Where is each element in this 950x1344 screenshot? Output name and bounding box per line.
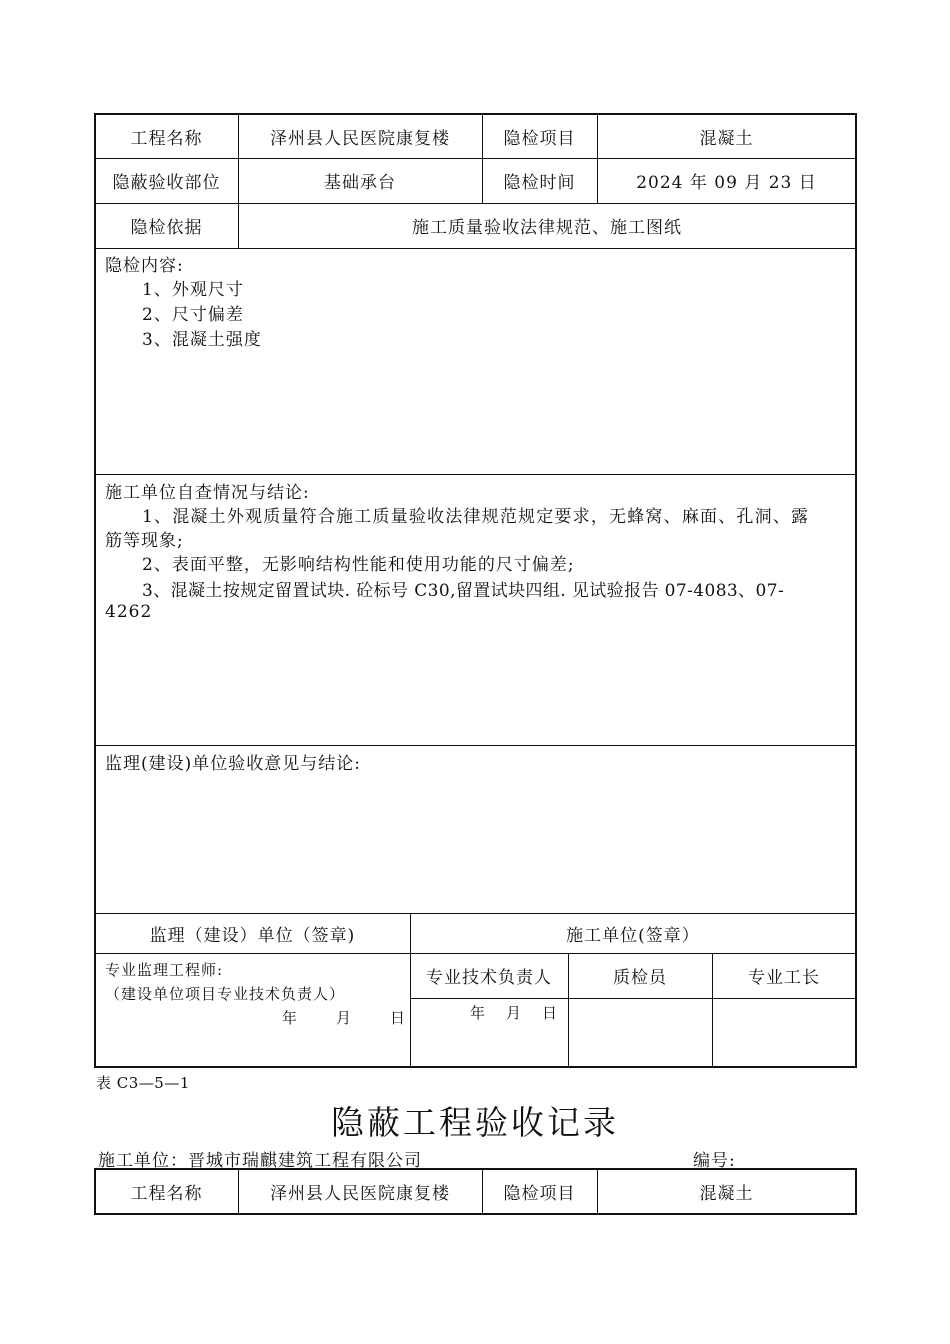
supervision-heading: 监理(建设)单位验收意见与结论: bbox=[105, 754, 361, 774]
inspect-item-value: 混凝土 bbox=[699, 128, 754, 149]
page-title: 隐蔽工程验收记录 bbox=[331, 1103, 619, 1142]
project-name-label: 工程名称 bbox=[130, 1184, 203, 1204]
inspector-label: 质检员 bbox=[613, 968, 667, 988]
engineer-label: 专业监理工程师: bbox=[105, 961, 224, 979]
engineer-sub-label: （建设单位项目专业技术负责人） bbox=[105, 985, 346, 1003]
date-left: 年 月 日 bbox=[282, 1009, 409, 1027]
number-label: 编号: bbox=[693, 1151, 736, 1171]
row-divider bbox=[410, 998, 856, 999]
part-label: 隐蔽验收部位 bbox=[112, 173, 221, 193]
content-item: 3、混凝土强度 bbox=[142, 330, 262, 350]
form-code: 表 C3—5—1 bbox=[96, 1074, 190, 1092]
self-check-heading: 施工单位自查情况与结论: bbox=[105, 483, 310, 503]
self-check-line: 1、混凝土外观质量符合施工质量验收法律规范规定要求，无蜂窝、麻面、孔洞、露 bbox=[142, 507, 810, 527]
project-name-label: 工程名称 bbox=[130, 128, 203, 149]
row-divider bbox=[95, 248, 856, 249]
foreman-label: 专业工长 bbox=[748, 968, 820, 988]
content-item: 2、尺寸偏差 bbox=[142, 305, 244, 325]
company-label: 施工单位：晋城市瑞麒建筑工程有限公司 bbox=[98, 1151, 422, 1171]
content-heading: 隐检内容: bbox=[105, 256, 184, 276]
self-check-line: 筋等现象; bbox=[105, 531, 184, 551]
self-check-line: 4262 bbox=[105, 602, 153, 622]
inspect-item-value: 混凝土 bbox=[699, 1184, 754, 1204]
date-right: 年 月 日 bbox=[470, 1004, 561, 1022]
project-name-value: 泽州县人民医院康复楼 bbox=[270, 1184, 450, 1204]
row-divider bbox=[95, 745, 856, 746]
inspect-item-label: 隐检项目 bbox=[503, 128, 576, 149]
basis-value: 施工质量验收法律规范、施工图纸 bbox=[412, 218, 682, 238]
row-divider bbox=[95, 474, 856, 475]
time-label: 隐检时间 bbox=[503, 173, 576, 193]
part-value: 基础承台 bbox=[324, 173, 396, 193]
project-name-value: 泽州县人民医院康复楼 bbox=[270, 128, 450, 149]
self-check-line: 3、混凝土按规定留置试块. 砼标号 C30,留置试块四组. 见试验报告 07-4083、07- bbox=[142, 581, 785, 601]
time-value: 2024 年 09 月 23 日 bbox=[636, 173, 817, 193]
basis-label: 隐检依据 bbox=[130, 218, 203, 238]
content-item: 1、外观尺寸 bbox=[142, 280, 244, 300]
self-check-line: 2、表面平整，无影响结构性能和使用功能的尺寸偏差; bbox=[142, 555, 575, 575]
tech-lead-label: 专业技术负责人 bbox=[426, 968, 552, 988]
supervisor-unit-label: 监理（建设）单位（签章) bbox=[149, 925, 356, 946]
inspect-item-label: 隐检项目 bbox=[503, 1184, 576, 1204]
construction-unit-label: 施工单位(签章） bbox=[566, 925, 700, 946]
